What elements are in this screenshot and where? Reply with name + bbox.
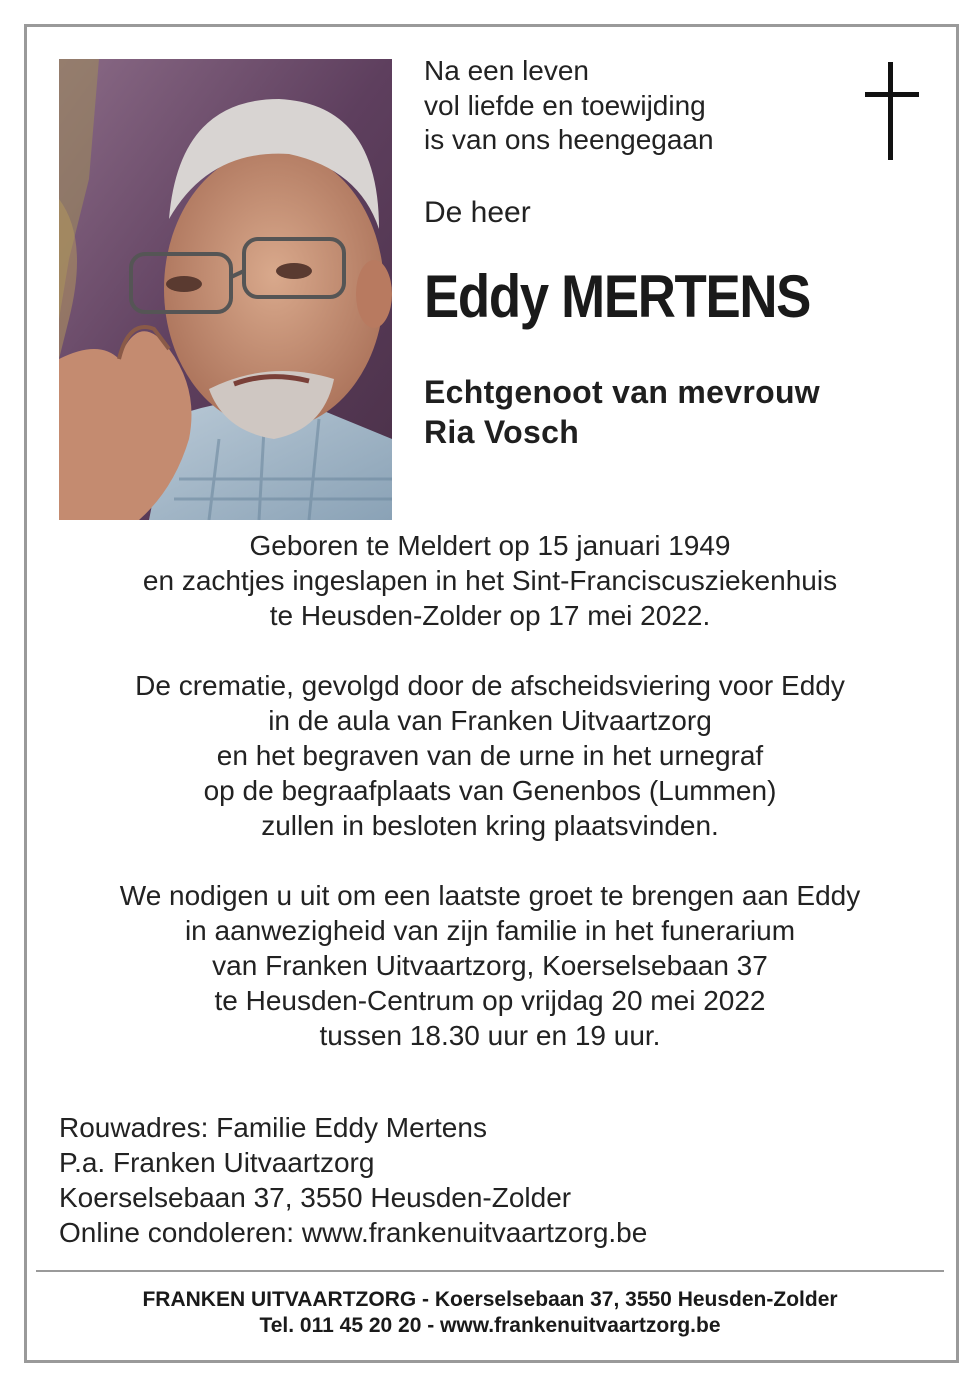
footer-contact-line: Tel. 011 45 20 20 - www.frankenuitvaartzorg.be (259, 1314, 721, 1337)
paragraph-line: zullen in besloten kring plaatsvinden. (261, 810, 719, 841)
intro-line: vol liefde en toewijding (424, 89, 706, 121)
footer (30, 1287, 950, 1339)
title-prefix: De heer (424, 196, 531, 229)
paragraph-line: tussen 18.30 uur en 19 uur. (319, 1020, 661, 1051)
paragraph-line: in aanwezigheid van zijn familie in het funerarium (184, 915, 796, 946)
ceremony-paragraph (40, 668, 940, 843)
cross-icon (862, 62, 922, 160)
paragraph-line: te Heusden-Centrum op vrijdag 20 mei 2022 (214, 985, 766, 1016)
spouse-line: Echtgenoot van mevrouw (424, 374, 820, 410)
intro-line: is van ons heengegaan (424, 124, 714, 155)
visitation-paragraph (40, 878, 940, 1053)
paragraph-line: We nodigen u uit om een laatste groet te brengen aan Eddy (119, 880, 861, 911)
mourning-address (59, 1110, 647, 1250)
paragraph-line: in de aula van Franken Uitvaartzorg (268, 705, 712, 736)
paragraph-line: van Franken Uitvaartzorg, Koerselsebaan 37 (212, 950, 768, 981)
address-line: Rouwadres: Familie Eddy Mertens (59, 1112, 487, 1143)
paragraph-line: te Heusden-Zolder op 17 mei 2022. (269, 600, 711, 631)
paragraph-line: op de begraafplaats van Genenbos (Lummen) (203, 775, 777, 806)
intro-line: Na een leven (424, 55, 590, 86)
address-line: Online condoleren: www.frankenuitvaartzorg.be (59, 1217, 648, 1248)
spouse-info (424, 372, 820, 452)
paragraph-line: en zachtjes ingeslapen in het Sint-Franciscusziekenhuis (142, 565, 838, 596)
footer-company-line: FRANKEN UITVAARTZORG - Koerselsebaan 37, 3550 Heusden-Zolder (142, 1288, 838, 1311)
portrait-photo (59, 59, 392, 520)
deceased-name: Eddy MERTENS (424, 263, 811, 330)
address-line: Koerselsebaan 37, 3550 Heusden-Zolder (59, 1182, 572, 1213)
address-line: P.a. Franken Uitvaartzorg (59, 1147, 375, 1178)
footer-divider (36, 1270, 944, 1272)
paragraph-line: De crematie, gevolgd door de afscheidsviering voor Eddy (135, 670, 845, 701)
paragraph-line: en het begraven van de urne in het urnegraf (216, 740, 764, 771)
paragraph-line: Geboren te Meldert op 15 januari 1949 (249, 530, 731, 561)
spouse-line: Ria Vosch (424, 414, 580, 450)
intro-text (424, 54, 714, 158)
birth-death-paragraph (40, 528, 940, 633)
